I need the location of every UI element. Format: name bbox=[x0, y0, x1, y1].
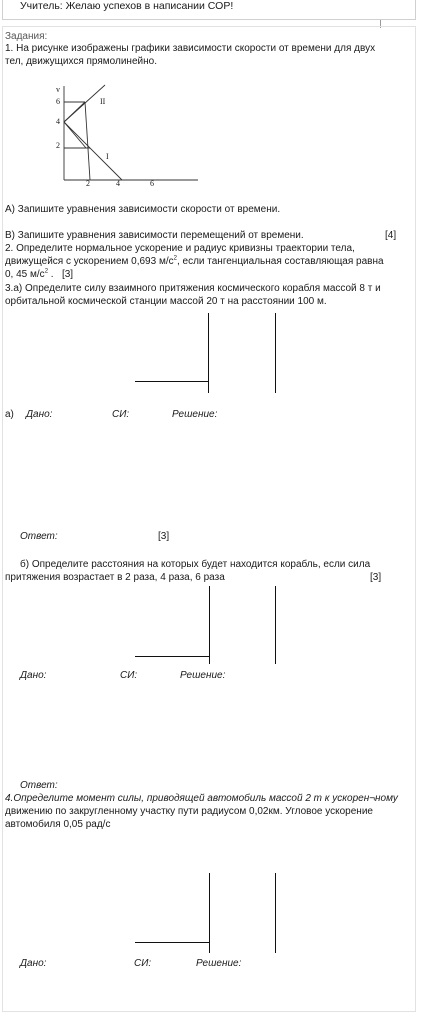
task2-line3 bbox=[5, 269, 73, 282]
task3-b-score: [3] bbox=[370, 572, 382, 583]
task2-score: [3] bbox=[61, 269, 74, 280]
task4-line3: автомобиля 0,05 рад/с bbox=[5, 819, 111, 830]
given-label-1: Дано: bbox=[26, 409, 53, 420]
solution-divider-2 bbox=[275, 586, 276, 664]
given-divider-2 bbox=[209, 586, 210, 664]
given-divider-3 bbox=[209, 873, 210, 953]
solution-label-3: Решение: bbox=[196, 958, 242, 969]
teacher-message: Учитель: Желаю успехов в написании СОР! bbox=[20, 0, 234, 12]
y-tick-2: 2 bbox=[56, 141, 60, 150]
si-label-2: СИ: bbox=[120, 670, 138, 681]
x-tick-4: 4 bbox=[116, 179, 120, 188]
task1-line1: 1. На рисунке изображены графики зависимости скорости от времени для двух bbox=[5, 43, 376, 54]
given-label-3: Дано: bbox=[20, 958, 47, 969]
task2-line3-pre: 0, 45 м/с bbox=[5, 269, 45, 280]
task3-line2: орбитальной космической станции массой 20 т на расстоянии 100 м. bbox=[5, 296, 327, 307]
solution-label-2: Решение: bbox=[180, 670, 226, 681]
given-label-2: Дано: bbox=[20, 670, 47, 681]
x-tick-2: 2 bbox=[86, 179, 90, 188]
task3-b-line1: б) Определите расстояния на которых будет находится корабль, если сила bbox=[20, 559, 371, 570]
tasks-heading: Задания: bbox=[5, 31, 48, 42]
given-underline-1 bbox=[135, 381, 209, 382]
given-underline-2 bbox=[135, 656, 209, 657]
solution-label-1: Решение: bbox=[172, 409, 218, 420]
sup-2b: 2 bbox=[44, 268, 49, 275]
line-i bbox=[64, 122, 122, 180]
answer-score-1: [3] bbox=[158, 531, 170, 542]
solution-divider-3 bbox=[275, 873, 276, 953]
si-label-1: СИ: bbox=[112, 409, 130, 420]
solution-divider-1 bbox=[275, 313, 276, 393]
task3-b-line2: притяжения возрастает в 2 раза, 4 раза, 6 раза bbox=[5, 572, 225, 583]
task3-a-label: а) bbox=[5, 409, 14, 420]
task4-line1: 4.Определите момент силы, приводящей автомобиль массой 2 т к ускорен¬ному bbox=[5, 793, 398, 804]
task1-part-b: В) Запишите уравнения зависимости перемещений от времени. bbox=[5, 230, 304, 241]
task2-line2 bbox=[5, 256, 384, 269]
task2-line3-post: . bbox=[48, 269, 54, 280]
task2-line1: 2. Определите нормальное ускорение и радиус кривизны траектории тела, bbox=[5, 243, 355, 254]
answer-label-1: Ответ: bbox=[20, 531, 58, 542]
given-underline-3 bbox=[135, 942, 209, 943]
label-line-i: I bbox=[106, 152, 109, 161]
task3-line1: 3.а) Определите силу взаимного притяжения космического корабля массой 8 т и bbox=[5, 283, 381, 294]
zig-upper bbox=[64, 102, 85, 122]
task1-b-score: [4] bbox=[385, 230, 397, 241]
task4-line2: движению по закругленному участку пути радиусом 0,02км. Угловое ускорение bbox=[5, 806, 373, 817]
zig-lower bbox=[64, 122, 86, 148]
x-tick-6: 6 bbox=[150, 179, 154, 188]
label-line-ii: II bbox=[100, 97, 106, 106]
task2-line2-pre: движущейся с ускорением 0,693 м/с bbox=[5, 256, 174, 267]
y-axis-label: v bbox=[56, 85, 60, 94]
sup-2: 2 bbox=[173, 255, 177, 262]
task1-line2: тел, движущихся прямолинейно. bbox=[5, 56, 157, 67]
segment-ii-down bbox=[85, 102, 90, 180]
si-label-3: СИ: bbox=[134, 958, 152, 969]
task2-line2-post: , если тангенциальная составляющая равна bbox=[176, 256, 384, 267]
y-tick-4: 4 bbox=[56, 117, 60, 126]
velocity-time-graph bbox=[50, 80, 200, 190]
task1-part-a: А) Запишите уравнения зависимости скорости от времени. bbox=[5, 204, 281, 215]
y-tick-6: 6 bbox=[56, 97, 60, 106]
answer-label-2: Ответ: bbox=[20, 780, 58, 791]
